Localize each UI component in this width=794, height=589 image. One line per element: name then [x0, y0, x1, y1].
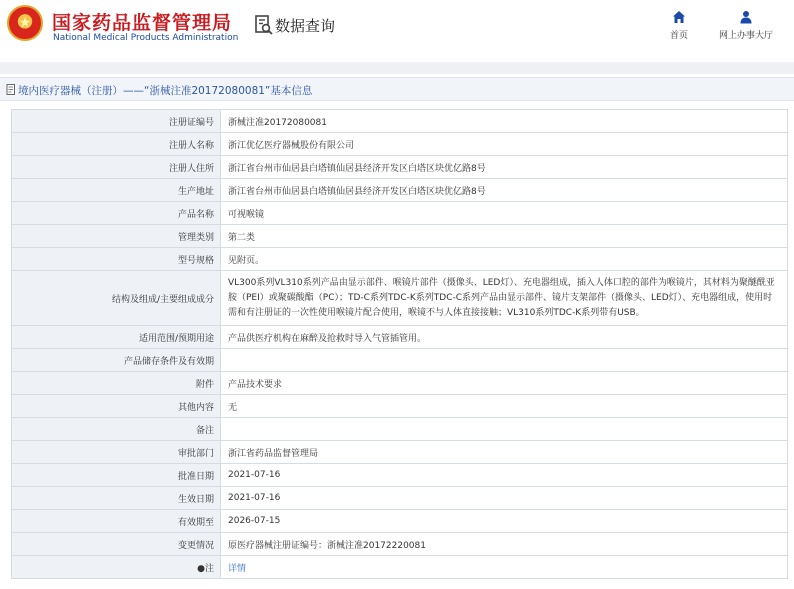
field-value: 见附页。	[221, 248, 788, 271]
field-label: 型号规格	[12, 248, 221, 271]
field-label: 适用范围/预期用途	[12, 326, 221, 349]
table-row	[12, 441, 788, 464]
field-label: 管理类别	[12, 225, 221, 248]
table-row	[12, 248, 788, 271]
field-value: 浙江省台州市仙居县白塔镇仙居县经济开发区白塔区块优亿路8号	[221, 156, 788, 179]
table-row	[12, 225, 788, 248]
table-row	[12, 271, 788, 326]
field-label: 生效日期	[12, 487, 221, 510]
field-label: 批准日期	[12, 464, 221, 487]
field-value	[221, 418, 788, 441]
note-label: 注	[204, 563, 214, 574]
field-label: 有效期至	[12, 510, 221, 533]
field-label: 备注	[12, 418, 221, 441]
field-value: 2021-07-16	[221, 464, 788, 487]
table-row	[12, 179, 788, 202]
field-label: 生产地址	[12, 179, 221, 202]
national-emblem-logo: ★	[7, 5, 43, 41]
field-label: 注册证编号	[12, 110, 221, 133]
table-row	[12, 556, 788, 579]
table-row	[12, 349, 788, 372]
field-label: 审批部门	[12, 441, 221, 464]
table-row	[12, 464, 788, 487]
table-row	[12, 133, 788, 156]
field-value: 浙江优亿医疗器械股份有限公司	[221, 133, 788, 156]
table-row	[12, 395, 788, 418]
field-value: 可视喉镜	[221, 202, 788, 225]
table-row	[12, 487, 788, 510]
home-icon	[672, 10, 686, 24]
field-value: 浙江省台州市仙居县白塔镇仙居县经济开发区白塔区块优亿路8号	[221, 179, 788, 202]
field-value: 无	[221, 395, 788, 418]
table-row	[12, 372, 788, 395]
field-label: 其他内容	[12, 395, 221, 418]
header-divider-band	[0, 62, 794, 74]
table-row	[12, 326, 788, 349]
field-label: 附件	[12, 372, 221, 395]
page-heading: 数据查询	[275, 17, 336, 35]
table-row	[12, 510, 788, 533]
nav-online-hall-link[interactable]	[713, 10, 779, 41]
field-label: 结构及组成/主要组成成分	[12, 271, 221, 326]
field-value: 产品供医疗机构在麻醉及抢救时导入气管插管用。	[221, 326, 788, 349]
field-value: 2026-07-15	[221, 510, 788, 533]
user-icon	[739, 10, 753, 24]
field-label: 注册人名称	[12, 133, 221, 156]
table-row	[12, 533, 788, 556]
nav-online-hall-label: 网上办事大厅	[718, 31, 773, 41]
field-label	[12, 556, 221, 579]
nav-home-label: 首页	[669, 31, 688, 41]
field-value	[221, 349, 788, 372]
table-row	[12, 202, 788, 225]
field-value: 浙江省药品监督管理局	[221, 441, 788, 464]
note-icon: ●	[197, 563, 205, 574]
field-label: 变更情况	[12, 533, 221, 556]
table-row	[12, 156, 788, 179]
field-label: 产品储存条件及有效期	[12, 349, 221, 372]
field-value: VL300系列VL310系列产品由显示部件、喉镜片部件（摄像头、LED灯）、充电器组成，插入人体口腔的部件为喉镜片，其材料为聚醚酰亚胺（PEI）或聚碳酸酯（PC）；TD-C系列TDC-K系列TDC-C系列产品由显示部件、镜片支架部件（摄像头、LED灯）、充电器组成，使用时需和有注册证的一次性使用喉镜片配合使用，喉镜不与人体直接接触；VL310系列TDC-K系列带有USB。	[221, 271, 788, 326]
table-row	[12, 418, 788, 441]
breadcrumb-text: 境内医疗器械（注册）——“浙械注准20172080081”基本信息	[18, 85, 313, 97]
agency-name-cn: 国家药品监督管理局	[52, 12, 233, 34]
field-value: 产品技术要求	[221, 372, 788, 395]
field-label: 注册人住所	[12, 156, 221, 179]
nav-home-link[interactable]	[662, 10, 696, 41]
table-row	[12, 110, 788, 133]
field-value: 原医疗器械注册证编号：浙械注准20172220081	[221, 533, 788, 556]
site-header	[0, 0, 794, 55]
field-value: 2021-07-16	[221, 487, 788, 510]
field-value: 第二类	[221, 225, 788, 248]
registration-detail-table	[11, 109, 788, 579]
document-icon	[6, 84, 16, 95]
field-value: 浙械注准20172080081	[221, 110, 788, 133]
field-value	[221, 556, 788, 579]
details-link[interactable]: 详情	[228, 563, 247, 574]
agency-name-en: National Medical Products Administration	[53, 33, 239, 43]
breadcrumb	[0, 77, 794, 101]
data-query-icon	[255, 15, 273, 35]
field-label: 产品名称	[12, 202, 221, 225]
